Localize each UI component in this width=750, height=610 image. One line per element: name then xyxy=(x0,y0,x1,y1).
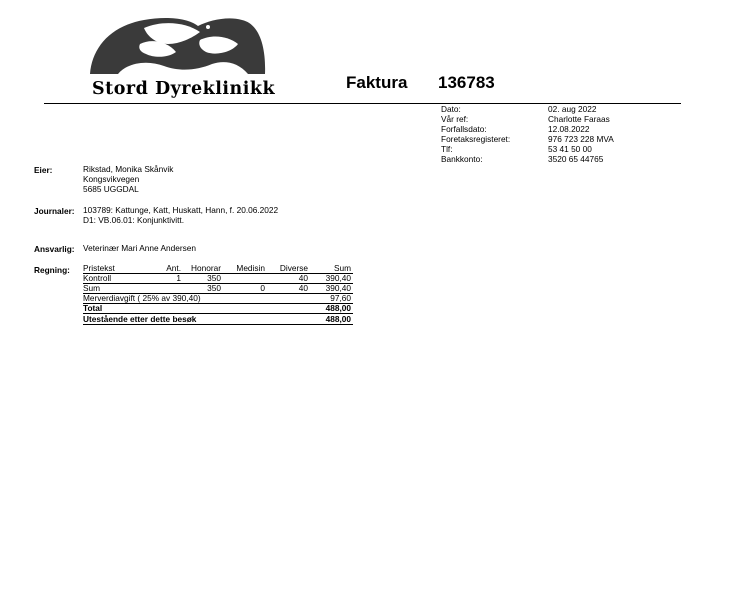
meta-label: Tlf: xyxy=(441,144,453,154)
row-honorar: 350 xyxy=(207,283,221,293)
responsible-label: Ansvarlig: xyxy=(34,244,75,254)
row-sum: 390,40 xyxy=(325,273,351,283)
meta-value: 976 723 228 MVA xyxy=(548,134,614,144)
bill-table xyxy=(83,264,353,325)
total-label: Total xyxy=(83,303,103,313)
row-name: Kontroll xyxy=(83,273,112,283)
col-header-ant: Ant. xyxy=(166,263,181,273)
col-header-medisin: Medisin xyxy=(236,263,265,273)
invoice-number: 136783 xyxy=(438,73,495,92)
meta-row-date xyxy=(441,104,614,114)
meta-row-ref xyxy=(441,114,614,124)
row-ant: 1 xyxy=(176,273,181,283)
row-name: Sum xyxy=(83,283,101,293)
meta-label: Foretaksregisteret: xyxy=(441,134,511,144)
owner-label: Eier: xyxy=(34,165,53,175)
meta-row-due-date xyxy=(441,124,614,134)
clinic-name: Stord Dyreklinikk xyxy=(92,79,276,99)
row-sum: 390,40 xyxy=(325,283,351,293)
row-diverse: 40 xyxy=(298,273,308,283)
meta-label: Bankkonto: xyxy=(441,154,483,164)
row-honorar: 350 xyxy=(207,273,221,283)
owner-address xyxy=(83,164,173,194)
vat-label: Merverdiavgift ( 25% av 390,40) xyxy=(83,293,201,303)
col-header-pristekst: Pristekst xyxy=(83,263,115,273)
meta-value: 02. aug 2022 xyxy=(548,104,597,114)
total-sum: 488,00 xyxy=(325,303,351,313)
meta-label: Vår ref: xyxy=(441,114,469,124)
col-header-diverse: Diverse xyxy=(279,263,308,273)
bill-outstanding-row xyxy=(83,315,353,325)
owner-name: Rikstad, Monika Skånvik xyxy=(83,164,174,174)
journal-label: Journaler: xyxy=(34,206,75,216)
vat-sum: 97,60 xyxy=(330,293,351,303)
owner-street: Kongsvikvegen xyxy=(83,174,140,184)
meta-label: Dato: xyxy=(441,104,461,114)
row-medisin: 0 xyxy=(260,283,265,293)
bill-vat-row xyxy=(83,294,353,304)
col-header-sum: Sum xyxy=(333,263,351,273)
meta-value: 12.08.2022 xyxy=(548,124,590,134)
meta-value: 53 41 50 00 xyxy=(548,144,592,154)
meta-row-org-number xyxy=(441,134,614,144)
meta-label: Forfallsdato: xyxy=(441,124,487,134)
journal-patient: 103789: Kattunge, Katt, Huskatt, Hann, f. 20.06.2022 xyxy=(83,205,279,215)
invoice-meta xyxy=(441,104,614,164)
document-title: Faktura xyxy=(346,73,408,92)
bill-total-row xyxy=(83,304,353,314)
row-diverse: 40 xyxy=(298,283,308,293)
bill-label: Regning: xyxy=(34,265,70,275)
meta-row-phone xyxy=(441,144,614,154)
outstanding-label: Utestående etter dette besøk xyxy=(83,314,197,324)
journal-entries xyxy=(83,205,278,225)
outstanding-sum: 488,00 xyxy=(325,314,351,324)
col-header-honorar: Honorar xyxy=(191,263,221,273)
journal-diagnosis: D1: VB.06.01: Konjunktivitt. xyxy=(83,215,185,225)
owner-postal: 5685 UGGDAL xyxy=(83,184,139,194)
meta-value: Charlotte Faraas xyxy=(548,114,610,124)
responsible-vet: Veterinær Mari Anne Andersen xyxy=(83,243,196,253)
meta-row-bank-account xyxy=(441,154,614,164)
meta-value: 3520 65 44765 xyxy=(548,154,604,164)
clinic-logo xyxy=(88,14,268,76)
